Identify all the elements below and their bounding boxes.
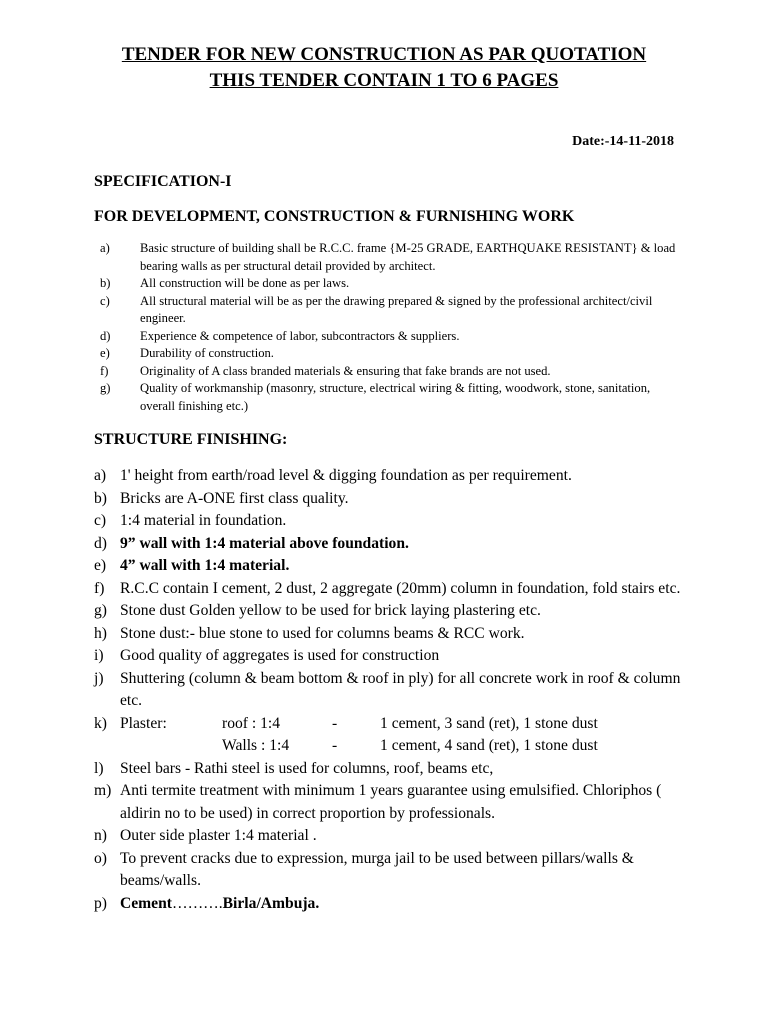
plaster-walls-label: Walls : 1:4 (222, 737, 290, 754)
plaster-label: Plaster: (120, 714, 167, 732)
list-marker: f) (94, 579, 105, 597)
list-item (100, 240, 680, 275)
list-marker: c) (100, 293, 110, 308)
list-item-text: Stone dust:- blue stone to used for columns beams & RCC work. (120, 624, 525, 642)
list-item (94, 488, 694, 511)
list-marker: k) (94, 714, 107, 732)
specification-list (100, 240, 680, 415)
list-item-text: Steel bars - Rathi steel is used for columns, roof, beams etc, (120, 759, 494, 777)
list-marker: d) (94, 534, 107, 552)
list-item-text: Shuttering (column & beam bottom & roof in ply) for all concrete work in roof & column etc. (120, 669, 681, 709)
plaster-item (94, 713, 694, 758)
cement-brands: Birla/Ambuja. (222, 894, 320, 912)
list-item (94, 825, 694, 848)
list-item (100, 328, 680, 346)
list-item-text: All structural material will be as per the drawing prepared & signed by the professional architect/civil engineer. (140, 293, 653, 325)
list-item (94, 623, 694, 646)
list-item-text: Stone dust Golden yellow to be used for brick laying plastering etc. (120, 602, 541, 619)
list-marker: b) (94, 489, 107, 507)
list-marker: f) (100, 363, 109, 378)
list-item (94, 510, 694, 533)
list-item-text: Quality of workmanship (masonry, structure, electrical wiring & fitting, woodwork, stone, sanitation, overall finishing etc.) (140, 381, 651, 413)
plaster-roof-mix: 1 cement, 3 sand (ret), 1 stone dust (380, 714, 598, 732)
list-item (94, 578, 694, 601)
list-item (100, 345, 680, 363)
list-item (100, 363, 680, 381)
list-item-text: 1' height from earth/road level & digging foundation as per requirement. (120, 467, 572, 484)
list-item-text: 9” wall with 1:4 material above foundation. (120, 534, 409, 552)
development-heading: FOR DEVELOPMENT, CONSTRUCTION & FURNISHING WORK (94, 208, 575, 225)
list-marker: d) (100, 328, 111, 343)
list-item-text: Originality of A class branded materials & ensuring that fake brands are not used. (140, 363, 551, 378)
list-marker: b) (100, 276, 111, 290)
list-item (100, 380, 680, 415)
list-item-text: R.C.C contain I cement, 2 dust, 2 aggregate (20mm) column in foundation, fold stairs etc. (120, 579, 681, 597)
document-title-line-1: TENDER FOR NEW CONSTRUCTION AS PAR QUOTATION (121, 44, 647, 65)
plaster-walls-dash: - (332, 737, 338, 754)
list-marker: l) (94, 759, 104, 777)
list-item-text: 4” wall with 1:4 material. (120, 557, 290, 574)
list-item (100, 275, 680, 293)
document-date: Date:-14-11-2018 (572, 134, 674, 149)
list-marker: g) (100, 381, 111, 395)
list-marker: e) (100, 346, 110, 360)
list-item-text: Durability of construction. (140, 346, 274, 360)
plaster-roof-row (120, 713, 694, 736)
structure-finishing-list (94, 465, 694, 915)
list-item (94, 780, 694, 825)
list-item (100, 293, 680, 328)
structure-finishing-heading: STRUCTURE FINISHING: (94, 431, 288, 448)
list-marker: n) (94, 827, 107, 844)
plaster-spacer (120, 735, 222, 758)
list-item-text: All construction will be done as per laws. (140, 276, 350, 290)
list-marker: e) (94, 557, 107, 574)
list-item (94, 533, 694, 556)
list-marker: m) (94, 782, 112, 799)
list-marker: p) (94, 894, 107, 912)
cement-dots: ………. (171, 894, 223, 912)
list-item-text: 1:4 material in foundation. (120, 512, 287, 529)
list-item-text: Outer side plaster 1:4 material . (120, 827, 317, 844)
list-item (94, 600, 694, 623)
list-item (94, 668, 694, 713)
list-marker: j) (94, 669, 104, 687)
list-marker: h) (94, 624, 107, 642)
list-item-text: To prevent cracks due to expression, murga jail to be used between pillars/walls & beams/walls. (120, 849, 634, 889)
list-item (94, 645, 694, 668)
list-item-text: Bricks are A-ONE first class quality. (120, 489, 349, 507)
cement-label: Cement (120, 894, 172, 912)
plaster-walls-row (120, 735, 694, 758)
plaster-roof-dash: - (332, 714, 338, 732)
list-marker: i) (94, 647, 104, 664)
plaster-roof-label: roof : 1:4 (222, 714, 281, 732)
list-marker: a) (94, 467, 107, 484)
list-marker: a) (100, 241, 110, 255)
plaster-walls-mix: 1 cement, 4 sand (ret), 1 stone dust (380, 737, 598, 754)
list-marker: o) (94, 849, 107, 867)
list-item (94, 465, 694, 488)
list-item-text: Good quality of aggregates is used for construction (120, 647, 440, 664)
list-item-text: Experience & competence of labor, subcontractors & suppliers. (140, 328, 460, 343)
list-item (94, 758, 694, 781)
cement-item (94, 893, 694, 916)
list-marker: g) (94, 602, 107, 619)
list-marker: c) (94, 512, 107, 529)
document-title-line-2: THIS TENDER CONTAIN 1 TO 6 PAGES (209, 70, 559, 91)
specification-heading: SPECIFICATION-I (94, 173, 232, 190)
list-item-text: Basic structure of building shall be R.C.C. frame {M-25 GRADE, EARTHQUAKE RESISTANT} & load bearing walls as per structural detail provided by architect. (140, 241, 676, 273)
list-item (94, 555, 694, 578)
list-item-text: Anti termite treatment with minimum 1 years guarantee using emulsified. Chloriphos ( aldirin no to be used) in correct proportion by professionals. (120, 782, 662, 822)
list-item (94, 848, 694, 893)
